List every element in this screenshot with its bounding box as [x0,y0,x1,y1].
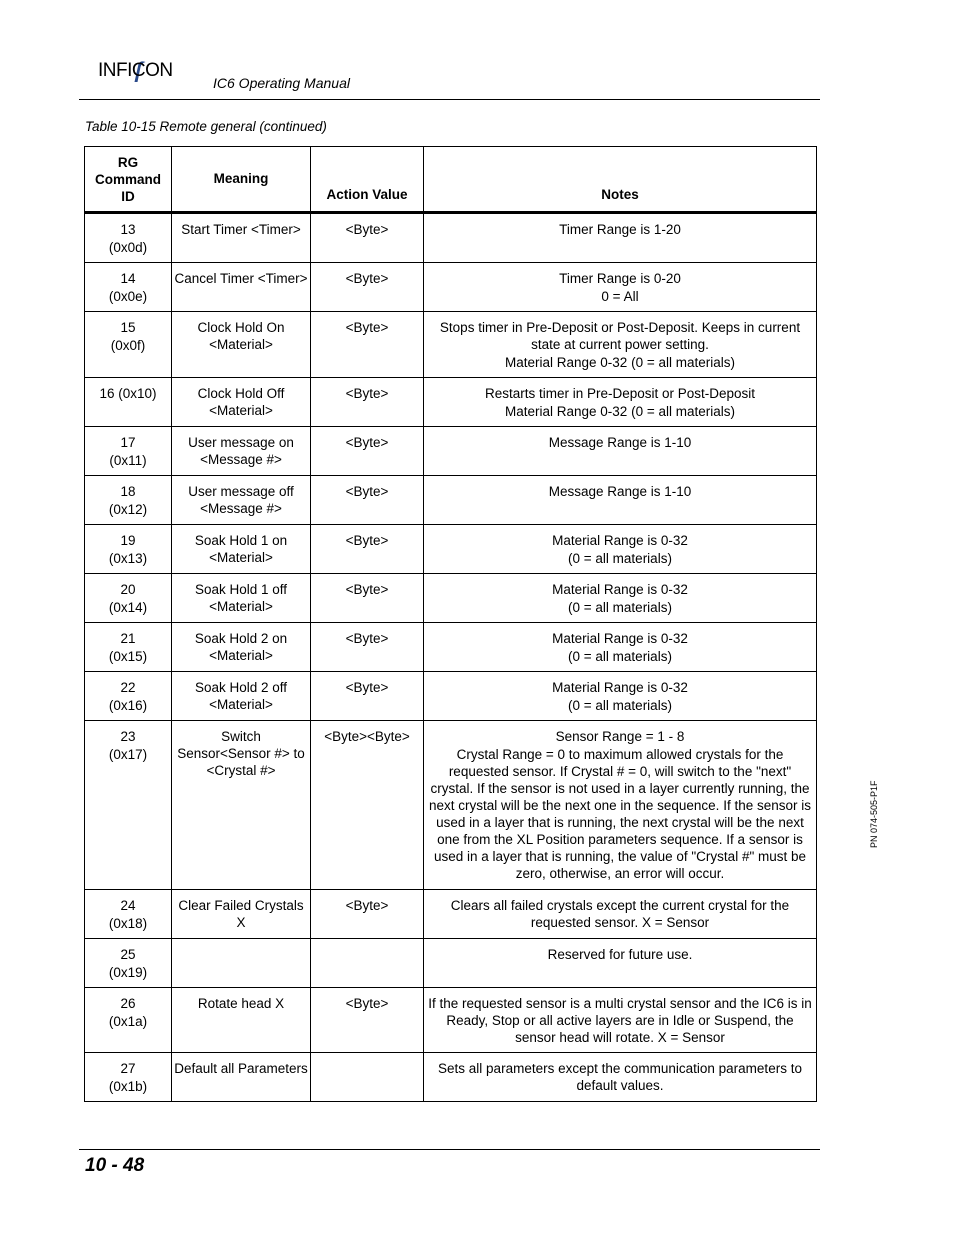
cell-notes [424,721,817,890]
cell-meaning: Clear Failed Crystals X [172,890,311,939]
cell-notes [424,263,817,312]
command-id-hex: (0x0f) [110,338,146,353]
cell-action-value: <Byte> [311,213,424,263]
cell-meaning: Soak Hold 1 off <Material> [172,574,311,623]
cell-action-value [311,1053,424,1102]
cell-meaning: Default all Parameters [172,1053,311,1102]
cell-notes [424,890,817,939]
cell-action-value: <Byte> [311,890,424,939]
command-id-number: 14 [120,271,136,286]
command-id-number: 19 [120,533,136,548]
command-id-hex: (0x12) [108,502,148,517]
table-row [85,1053,817,1102]
header-divider [79,99,820,100]
cell-notes [424,623,817,672]
table-row [85,988,817,1053]
note-line: Reserved for future use. [547,947,693,962]
cell-meaning: Soak Hold 2 on <Material> [172,623,311,672]
note-line: Material Range is 0-32 [552,680,688,695]
note-line: (0 = all materials) [568,551,672,566]
note-line: Material Range 0-32 (0 = all materials) [505,355,735,370]
cell-meaning: Soak Hold 2 off <Material> [172,672,311,721]
cell-action-value: <Byte><Byte> [311,721,424,890]
page-number: 10 - 48 [85,1155,145,1176]
cell-meaning: Cancel Timer <Timer> [172,263,311,312]
cell-command-id [85,427,172,476]
command-id-hex: (0x16) [108,698,148,713]
note-line: Message Range is 1-10 [548,435,692,450]
table-row [85,476,817,525]
table-caption: Table 10-15 Remote general (continued) [85,119,327,134]
cell-command-id [85,312,172,378]
cell-action-value: <Byte> [311,988,424,1053]
command-id-number: 25 [120,947,136,962]
table-row [85,263,817,312]
cell-meaning: Soak Hold 1 on <Material> [172,525,311,574]
note-line: If the requested sensor is a multi crystal sensor and the IC6 is in Ready, Stop or all active layers are in Idle or Suspend, the sensor head will rotate. X = Sensor [428,996,812,1045]
cell-notes [424,312,817,378]
note-line: Timer Range is 0-20 [559,271,681,286]
cell-command-id [85,988,172,1053]
cell-command-id [85,672,172,721]
command-id-number: 26 [120,996,136,1011]
note-line: Material Range is 0-32 [552,631,688,646]
table-row [85,939,817,988]
command-id-hex: (0x0e) [108,289,148,304]
cell-command-id [85,890,172,939]
cell-command-id [85,721,172,890]
command-id-number: 21 [120,631,136,646]
cell-notes [424,378,817,427]
cell-action-value [311,939,424,988]
column-header-meaning: Meaning [172,147,311,213]
table-row [85,525,817,574]
footer-divider [79,1149,820,1150]
table-row [85,574,817,623]
note-line: Sensor Range = 1 - 8 [555,729,685,744]
command-id-hex: (0x1b) [108,1079,148,1094]
cell-command-id [85,213,172,263]
cell-notes [424,427,817,476]
cell-meaning: Rotate head X [172,988,311,1053]
command-id-hex: (0x14) [108,600,148,615]
note-line: Message Range is 1-10 [548,484,692,499]
note-line: Stops timer in Pre-Deposit or Post-Deposit. Keeps in current state at current power setting. [439,320,801,352]
cell-meaning: Start Timer <Timer> [172,213,311,263]
note-line: 0 = All [601,289,639,304]
cell-action-value: <Byte> [311,574,424,623]
table-row [85,378,817,427]
part-number-label: PN 074-505-P1F [869,780,879,848]
column-header-action-value: Action Value [311,147,424,213]
cell-command-id [85,574,172,623]
cell-command-id [85,378,172,427]
table-row [85,721,817,890]
cell-notes [424,525,817,574]
note-line: Restarts timer in Pre-Deposit or Post-Deposit [484,386,756,401]
command-id-hex: (0x1a) [108,1014,148,1029]
cell-notes [424,988,817,1053]
command-id-hex: (0x0d) [108,240,148,255]
cell-action-value: <Byte> [311,427,424,476]
command-id-hex: (0x17) [108,747,148,762]
cell-action-value: <Byte> [311,623,424,672]
cell-meaning [172,939,311,988]
command-id-hex: (0x11) [109,453,147,468]
column-header-rg-command-id: RG Command ID [85,147,172,213]
cell-meaning: User message off <Message #> [172,476,311,525]
cell-command-id [85,476,172,525]
command-id-hex: (0x18) [108,916,148,931]
note-line: Material Range is 0-32 [552,582,688,597]
table-row [85,623,817,672]
note-line: Material Range 0-32 (0 = all materials) [505,404,735,419]
table-row [85,213,817,263]
remote-general-table [84,146,817,1102]
table-header-row [85,147,817,213]
cell-command-id [85,525,172,574]
command-id-number: 15 [120,320,136,335]
table-row [85,427,817,476]
note-line: Material Range is 0-32 [552,533,688,548]
note-line: Clears all failed crystals except the current crystal for the requested sensor. X = Sensor [450,898,790,930]
note-line: (0 = all materials) [568,698,672,713]
cell-meaning: Switch Sensor<Sensor #> to <Crystal #> [172,721,311,890]
cell-action-value: <Byte> [311,672,424,721]
cell-command-id [85,263,172,312]
cell-action-value: <Byte> [311,263,424,312]
command-id-hex: (0x15) [108,649,148,664]
cell-notes [424,939,817,988]
command-id-number: 24 [120,898,136,913]
cell-action-value: <Byte> [311,476,424,525]
table-row [85,672,817,721]
command-id-number: 23 [120,729,136,744]
cell-action-value: <Byte> [311,378,424,427]
command-id-number: 17 [120,435,136,450]
table-row [85,890,817,939]
cell-notes [424,1053,817,1102]
cell-command-id [85,1053,172,1102]
column-header-notes: Notes [424,147,817,213]
cell-notes [424,574,817,623]
cell-meaning: User message on <Message #> [172,427,311,476]
manual-title: IC6 Operating Manual [213,75,350,91]
cell-command-id [85,623,172,672]
note-line: Timer Range is 1-20 [559,222,681,237]
cell-notes [424,213,817,263]
command-id-number: 22 [120,680,136,695]
cell-notes [424,476,817,525]
cell-meaning: Clock Hold Off <Material> [172,378,311,427]
cell-notes [424,672,817,721]
command-id-number: 13 [120,222,136,237]
cell-action-value: <Byte> [311,312,424,378]
note-line: Sets all parameters except the communication parameters to default values. [438,1061,802,1093]
cell-action-value: <Byte> [311,525,424,574]
note-line: (0 = all materials) [568,600,672,615]
cell-meaning: Clock Hold On <Material> [172,312,311,378]
command-id-number: 27 [120,1061,136,1076]
table-row [85,312,817,378]
brand-logo-text: INFICON [98,60,173,81]
command-id-hex: (0x19) [108,965,148,980]
command-id-number: 20 [120,582,136,597]
command-id-hex: (0x13) [108,551,148,566]
cell-command-id [85,939,172,988]
note-line: Crystal Range = 0 to maximum allowed crystals for the requested sensor. If Crystal # = 0, will switch to the "next" crystal. If the sensor is not used in a layer currently running, the next crystal will be the next one in the sequence. If the sensor is used in a layer that is running, the next crystal will be the next one from the XL Position parameters sequence. If a sensor is used in a layer that is running, the value of "Crystal #" must be zero, otherwise, an error will occur. [429,747,811,881]
command-id-number: 16 (0x10) [99,386,157,401]
note-line: (0 = all materials) [568,649,672,664]
command-id-number: 18 [120,484,136,499]
